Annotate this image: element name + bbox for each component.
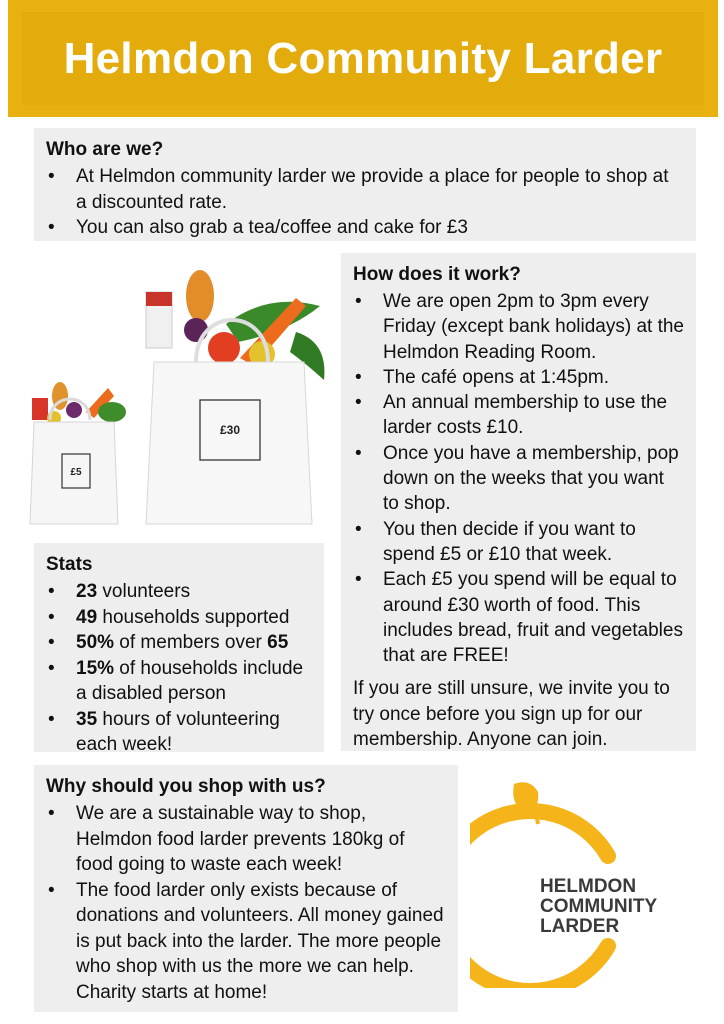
stat-label: of households include a disabled person (76, 657, 304, 704)
list-item: • Each £5 you spend will be equal to around £30 worth of food. This includes bread, fruit and vegetables that are FREE! (353, 567, 684, 668)
larder-logo (470, 778, 700, 988)
why-shop-section (34, 765, 458, 1012)
stats-list (46, 579, 312, 758)
stat-label: volunteers (97, 581, 191, 602)
stat-value: 50% (76, 632, 115, 653)
stat-label: of members over (114, 632, 268, 653)
list-item: • The café opens at 1:45pm. (353, 365, 684, 390)
list-item: • The food larder only exists because of donations and volunteers. All money gained is put back into the larder. The more people who shop with us the more we can help. Charity starts at home! (46, 878, 446, 1006)
stats-heading: Stats (46, 554, 93, 575)
stats-section (34, 543, 324, 755)
list-item: • An annual membership to use the larder costs £10. (353, 390, 684, 441)
stat-value: 15% (76, 657, 115, 679)
stat-item (46, 605, 312, 631)
who-are-we-section (34, 128, 696, 241)
logo-line-3: LARDER (540, 916, 620, 937)
stat-value-secondary: 65 (267, 632, 289, 653)
small-bag-price: £5 (70, 467, 82, 478)
stat-value: 23 (76, 581, 98, 602)
logo-line-2: COMMUNITY (540, 896, 658, 917)
large-bag-price: £30 (219, 423, 241, 437)
who-heading: Who are we? (46, 139, 164, 160)
stat-value: 49 (76, 606, 98, 628)
how-list (353, 289, 684, 668)
list-item: • You can also grab a tea/coffee and cake for £3 (46, 215, 684, 241)
list-item: • You then decide if you want to spend £5 or £10 that week. (353, 517, 684, 568)
stat-item (46, 579, 312, 605)
list-item: • At Helmdon community larder we provide a place for people to shop at a discounted rate. (46, 164, 684, 215)
stat-label: households supported (97, 606, 290, 628)
header-banner (8, 0, 718, 117)
list-item: • We are a sustainable way to shop, Helmdon food larder prevents 180kg of food going to waste each week! (46, 801, 446, 878)
page-title: Helmdon Community Larder (63, 33, 663, 83)
stat-value: 35 (76, 708, 98, 730)
why-list (46, 801, 446, 1005)
list-item: • We are open 2pm to 3pm every Friday (except bank holidays) at the Helmdon Reading Room. (353, 289, 684, 365)
stat-item (46, 630, 312, 656)
how-does-it-work-section (341, 253, 696, 751)
small-bag-produce (32, 382, 126, 425)
stat-label: hours of volunteering each week! (76, 708, 280, 755)
who-list (46, 164, 684, 241)
stat-item (46, 707, 312, 758)
list-item: • Once you have a membership, pop down on the weeks that you want to shop. (353, 441, 684, 517)
why-heading: Why should you shop with us? (46, 776, 326, 797)
how-heading: How does it work? (353, 264, 521, 285)
how-closing-text: If you are still unsure, we invite you to try once before you sign up for our membership. Anyone can join. (353, 678, 670, 751)
logo-line-1: HELMDON (540, 876, 637, 897)
stat-item (46, 656, 312, 707)
header-inner (22, 12, 704, 105)
shopping-bags-illustration (28, 262, 338, 532)
